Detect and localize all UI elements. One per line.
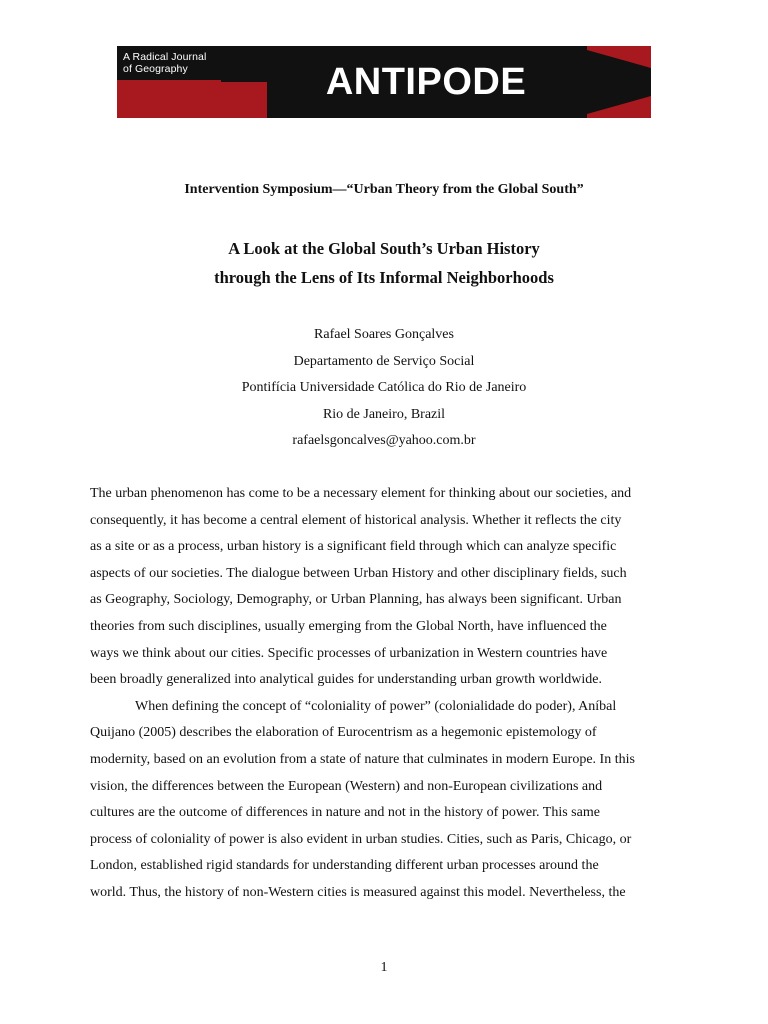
body-line: cultures are the outcome of differences in nature and not in the history of power. This same (90, 805, 600, 821)
body-line: theories from such disciplines, usually emerging from the Global North, have influenced the (90, 618, 607, 634)
body-line: world. Thus, the history of non-Western cities is measured against this model. Nevertheless, the (90, 884, 626, 900)
body-line: modernity, based on an evolution from a state of nature that culminates in modern Europe. In this (90, 751, 635, 767)
author-university: Pontifícia Universidade Católica do Rio de Janeiro (241, 380, 527, 395)
author-name: Rafael Soares Gonçalves (314, 327, 454, 342)
body-line: consequently, it has become a central element of historical analysis. Whether it reflects the city (90, 512, 622, 528)
page-number: 1 (380, 960, 388, 975)
author-department: Departamento de Serviço Social (293, 353, 475, 369)
article-title-line2: through the Lens of Its Informal Neighborhoods (214, 268, 554, 287)
body-line: process of coloniality of power is also evident in urban studies. Cities, such as Paris, Chicago, or (90, 831, 632, 847)
article-title (0, 234, 768, 292)
body-line-paragraph-start: When defining the concept of “coloniality of power” (colonialidade do poder), Aníbal (135, 698, 617, 714)
body-line: vision, the differences between the European (Western) and non-European civilizations and (90, 778, 603, 794)
journal-name: ANTIPODE (325, 61, 527, 103)
body-line: Quijano (2005) describes the elaboration of Eurocentrism as a hegemonic epistemology of (90, 725, 597, 741)
body-line: ways we think about our cities. Specific processes of urbanization in Western countries have (90, 645, 608, 661)
body-line: as Geography, Sociology, Demography, or Urban Planning, has always been significant. Urban (90, 592, 622, 608)
symposium-heading: Intervention Symposium—“Urban Theory from the Global South” (184, 182, 584, 197)
journal-tagline (117, 46, 221, 80)
body-line: aspects of our societies. The dialogue between Urban History and other disciplinary fields, such (90, 565, 627, 581)
body-line: as a site or as a process, urban history is a significant field through which can analyze specific (90, 539, 617, 555)
body-line: been broadly generalized into analytical guides for understanding urban growth worldwide. (90, 672, 603, 688)
author-email: rafaelsgoncalves@yahoo.com.br (292, 433, 476, 448)
tagline-line2: of Geography (123, 63, 188, 75)
journal-banner (117, 46, 651, 118)
article-title-line1: A Look at the Global South’s Urban History (228, 239, 540, 258)
article-body (90, 481, 686, 907)
author-location: Rio de Janeiro, Brazil (322, 406, 446, 422)
author-block (0, 322, 768, 455)
body-line: London, established rigid standards for understanding different urban processes around the (90, 858, 599, 874)
tagline-line1: A Radical Journal (123, 51, 207, 63)
body-line: The urban phenomenon has come to be a necessary element for thinking about our societies, and (90, 486, 632, 501)
